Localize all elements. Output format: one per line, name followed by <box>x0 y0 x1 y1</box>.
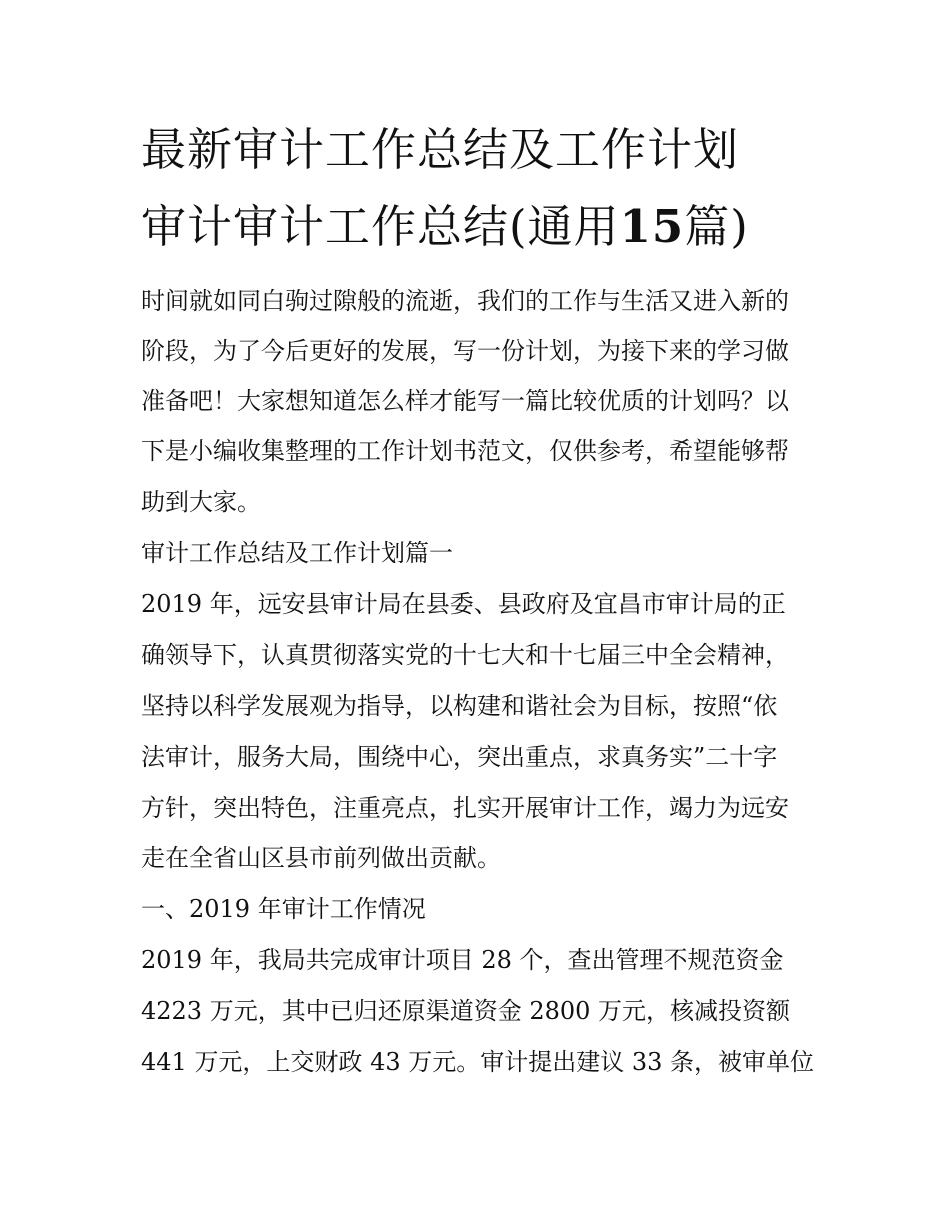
body-line: 441 万元，上交财政 43 万元。审计提出建议 33 条，被审单位 <box>141 1048 815 1076</box>
body-line: 方针，突出特色，注重亮点，扎实开展审计工作，竭力为远安 <box>141 794 789 822</box>
body-line: 阶段，为了今后更好的发展，写一份计划，为接下来的学习做 <box>141 337 789 365</box>
body-line: 确领导下，认真贯彻落实党的十七大和十七届三中全会精神， <box>141 641 789 669</box>
body-line: 2019 年，我局共完成审计项目 28 个，查出管理不规范资金 <box>141 946 784 974</box>
body-line: 2019 年，远安县审计局在县委、县政府及宜昌市审计局的正 <box>141 590 786 618</box>
body-line: 4223 万元，其中已归还原渠道资金 2800 万元，核减投资额 <box>141 997 791 1025</box>
body-line: 准备吧！大家想知道怎么样才能写一篇比较优质的计划吗？以 <box>141 387 789 415</box>
title-text-part-end: 篇) <box>684 200 749 253</box>
body-line: 时间就如同白驹过隙般的流逝，我们的工作与生活又进入新的 <box>141 287 789 315</box>
body-line: 助到大家。 <box>141 488 261 516</box>
section-heading: 审计工作总结及工作计划篇一 <box>141 539 453 567</box>
document-title-line-2 <box>141 189 841 264</box>
document-title-line-1: 最新审计工作总结及工作计划 <box>141 123 740 176</box>
title-text-part: 审计审计工作总结(通用 <box>141 200 620 253</box>
section-heading: 一、2019 年审计工作情况 <box>141 895 426 923</box>
body-line: 下是小编收集整理的工作计划书范文，仅供参考，希望能够帮 <box>141 437 789 465</box>
body-line: 法审计，服务大局，围绕中心，突出重点，求真务实”二十字 <box>141 743 778 771</box>
body-line: 走在全省山区县市前列做出贡献。 <box>141 844 501 872</box>
title-number: 15 <box>619 200 685 253</box>
body-line: 坚持以科学发展观为指导，以构建和谐社会为目标，按照“依 <box>141 692 778 720</box>
